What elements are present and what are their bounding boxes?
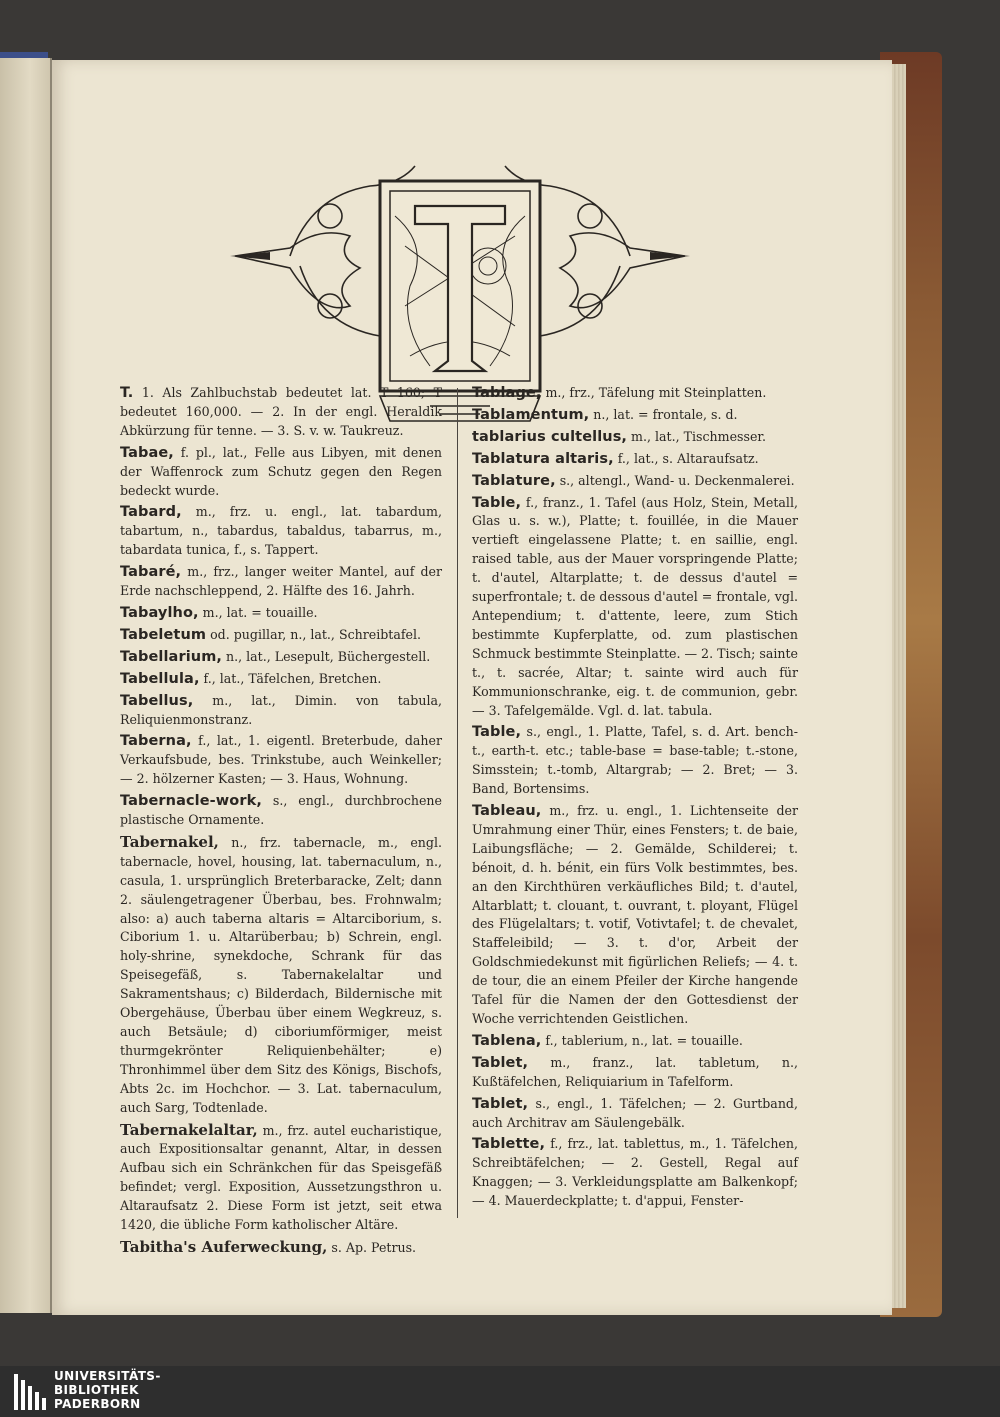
dictionary-entry [472,472,798,491]
entry-headword: Table, [472,494,522,511]
dictionary-entry [120,384,442,441]
dictionary-entry [120,1121,442,1235]
dictionary-entry [120,732,442,789]
left-text-column [120,384,442,1261]
facing-page-edge [0,58,52,1313]
library-name-line-1: UNIVERSITÄTS- [54,1369,161,1383]
dictionary-entry [472,1095,798,1133]
dictionary-entry [120,692,442,730]
entry-headword: Tabae, [120,444,174,461]
library-name [54,1369,161,1411]
dictionary-entry [120,670,442,689]
column-divider [457,388,458,1218]
entry-definition: f., lat., s. Altaraufsatz. [613,450,759,466]
entry-headword: Tablette, [472,1136,546,1153]
entry-definition: m., frz. u. engl., lat. tabardum, tabartum, n., tabardus, tabaldus, tabarrus, m., tabardata tunica, f., s. Tappert. [120,504,442,558]
entry-headword: Taberna, [120,733,192,750]
entry-headword: Tableau, [472,803,542,820]
dictionary-entry [120,503,442,560]
dictionary-entry [120,792,442,830]
entry-headword: Tabellarium, [120,648,223,665]
entry-headword: tablarius cultellus, [472,428,628,445]
entry-headword: Tablatura altaris, [472,450,614,467]
entry-definition: m., frz., Täfelung mit Steinplatten. [541,385,767,400]
entry-headword: Tablena, [472,1032,542,1049]
entry-headword: Tabellula, [120,670,200,687]
entry-definition: s., altengl., Wand- u. Deckenmalerei. [555,472,795,488]
entry-headword: Tabernacle-work, [120,793,262,810]
right-text-column [472,384,798,1214]
entry-definition: n., lat. = frontale, s. d. [589,406,738,422]
entry-definition: f., tablerium, n., lat. = touaille. [541,1032,743,1048]
entry-definition: s. Ap. Petrus. [327,1239,417,1255]
entry-headword: Tabeletum [120,626,207,643]
dictionary-entry [472,1054,798,1092]
dictionary-entry [472,723,798,799]
entry-headword: Tablature, [472,472,556,489]
entry-definition: m., frz. u. engl., 1. Lichtenseite der Umrahmung einer Thür, eines Fensters; t. de baie, Laibungsfläche; — 2. Gemälde, Schilderei; t. bénoit, d. h. bénit, ein fürs Volk bestimmtes, bes. an den Kirchthüren verkäufliches Bild; t. d'autel, Altarblatt; t. clouant, t. ouvrant, t. ployant, Flügel des Flügelaltars; t. votif, Votivtafel; t. de chevalet, Staffeleibild; — 3. t. d'or, Arbeit der Goldschmiedekunst mit figürlichen Reliefs; — 4. t. de tour, die an einem Pfeiler der Kirche hangende Tafel für die Namen der den Gottesdienst der Woche verrichtenden Geistlichen. [472,803,798,1026]
entry-definition: n., lat., Lesepult, Büchergestell. [222,648,431,664]
dictionary-entry [120,1238,442,1258]
entry-definition: s., engl., 1. Täfelchen; — 2. Gurtband, auch Architrav am Säulengebälk. [472,1095,798,1130]
dictionary-entry [472,406,798,425]
entry-headword: Tabitha's Auferweckung, [120,1237,328,1256]
entry-definition: f., lat., 1. eigentl. Breterbude, daher Verkaufsbude, bes. Trinkstube, auch Weinkeller; — 2. hölzerner Kasten; — 3. Haus, Wohnung. [120,733,442,787]
dictionary-entry [472,384,798,403]
entry-headword: Tabellus, [120,692,194,709]
entry-definition: f. pl., lat., Felle aus Libyen, mit denen der Waffenrock zum Schutz gegen den Regen bedeckt wurde. [120,444,442,498]
dictionary-entry [120,444,442,501]
dictionary-entry [472,1135,798,1211]
entry-headword: Tabernakelaltar, [120,1120,258,1139]
entry-definition: f., frz., lat. tablettus, m., 1. Täfelchen, Schreibtäfelchen; — 2. Gestell, Regal auf Knaggen; — 3. Verkleidungsplatte am Balkenkopf; — 4. Mauerdeckplatte; t. d'appui, Fenster- [472,1136,798,1209]
dictionary-entry [120,648,442,667]
dictionary-entry [120,604,442,623]
entry-definition: f., franz., 1. Tafel (aus Holz, Stein, Metall, Glas u. s. w.), Platte; t. fouillée, in die Mauer vertieft eingelassene Platte; t. en saillie, engl. raised table, aus der Mauer vorspringende Platte; t. d'autel, Altarplatte; t. de dessus d'autel = superfrontale; t. de dessous d'autel = frontale, vgl. Antependium; t. d'attente, leere, zum Stich bestimmte Kupferplatte, od. zum plastischen Schmuck bestimmte Steinplatte. — 2. Tisch; sainte t., t. sacrée, Altar; t. sainte wird auch für Kommunionschranke, eig. t. de communion, gebr. — 3. Tafelgemälde. Vgl. d. lat. tabula. [472,494,798,718]
book-page [52,60,892,1315]
dictionary-entry [472,450,798,469]
entry-definition: s., engl., 1. Platte, Tafel, s. d. Art. bench-t., earth-t. etc.; table-base = base-table; t.-stone, Simsstein; t.-tomb, Altargrab; — 2. Bret; — 3. Band, Bortensims. [472,724,798,797]
entry-definition: n., frz. tabernacle, m., engl. tabernacle, hovel, housing, lat. tabernaculum, n., casula, 1. ursprünglich Breterbaracke, Zelt; dann 2. säulengetragener Überbau, bes. Frohnwalm; also: a) auch taberna altaris = Altarciborium, s. Ciborium 1. u. Altarüberbau; b) Schrein, engl. holy-shrine, synekdoche, Schrank für das Speisegefäß, s. Tabernakelaltar und Sakramentshaus; c) Bilderdach, Bildernische mit Obergehäuse, Überbau über einem Wegkreuz, s. auch Betsäule; d) ciboriumförmiger, meist thurmgekrönter Reliquienbehälter; e) Thronhimmel über dem Sitz des Königs, Bischofs, Abts 2c. im Hochchor. — 3. Lat. tabernaculum, auch Sarg, Todtenlade. [120,834,442,1115]
dictionary-entry [120,626,442,645]
entry-definition: m., franz., lat. tabletum, n., Kußtäfelchen, Reliquiarium in Tafelform. [472,1054,798,1089]
entry-definition: s., engl., durchbrochene plastische Ornamente. [120,793,442,828]
library-name-line-3: PADERBORN [54,1397,141,1411]
entry-definition: m., frz. autel eucharistique, auch Expositionsaltar genannt, Altar, in dessen Aufbau sich ein Schränkchen für das Speisgefäß befindet; vergl. Exposition, Aussetzungsthron u. Altaraufsatz 2. Diese Form ist jetzt, seit etwa 1420, die übliche Form katholischer Altäre. [120,1122,442,1233]
dictionary-entry [472,428,798,447]
entry-definition: 1. Als Zahlbuchstab bedeutet lat. T 160; T bedeutet 160,000. — 2. In der engl. Heraldik Abkürzung für tenne. — 3. S. v. w. Taukreuz. [120,385,442,438]
entry-headword: Tabaré, [120,564,182,581]
entry-definition: m., lat. = touaille. [198,604,318,620]
library-logo-icon [14,1374,48,1410]
entry-headword: Tabaylho, [120,604,199,621]
entry-definition: od. pugillar, n., lat., Schreibtafel. [206,626,422,642]
entry-headword: Tablet, [472,1095,529,1112]
entry-headword: T. [120,385,134,401]
entry-headword: Tablage, [472,385,542,401]
entry-definition: m., frz., langer weiter Mantel, auf der Erde nachschleppend, 2. Hälfte des 16. Jahrh. [120,564,442,599]
entry-headword: Tabernakel, [120,832,219,851]
dictionary-entry [120,833,442,1118]
entry-definition: m., lat., Dimin. von tabula, Reliquienmonstranz. [120,692,442,727]
dictionary-entry [472,494,798,721]
entry-headword: Tabard, [120,504,182,521]
entry-definition: m., lat., Tischmesser. [627,428,767,444]
entry-headword: Tablet, [472,1054,529,1071]
dictionary-entry [472,802,798,1029]
entry-definition: f., lat., Täfelchen, Bretchen. [199,670,382,686]
dictionary-entry [472,1032,798,1051]
entry-headword: Tablamentum, [472,406,590,423]
library-name-line-2: BIBLIOTHEK [54,1383,139,1397]
entry-headword: Table, [472,724,522,741]
dictionary-entry [120,563,442,601]
